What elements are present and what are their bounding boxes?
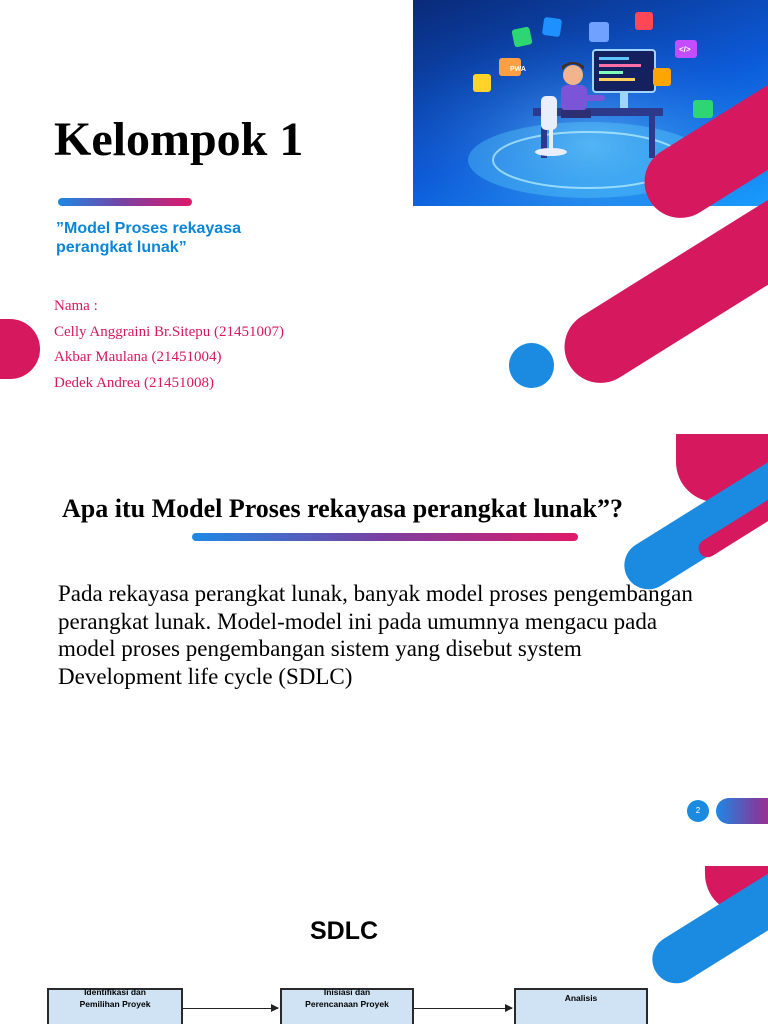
slide-title: SDLC xyxy=(310,917,379,945)
names-label: Nama : xyxy=(54,298,98,314)
slide-subtitle xyxy=(56,219,316,257)
member-name: Akbar Maulana (21451004) xyxy=(54,349,222,365)
page-number: 2 xyxy=(687,800,709,822)
decor-left-pink-pill xyxy=(0,319,40,379)
member-name: Celly Anggraini Br.Sitepu (21451007) xyxy=(54,323,284,340)
box-line: Inisiasi dan xyxy=(323,986,371,997)
code-badge: </> xyxy=(679,45,691,54)
body-text: Pada rekayasa perangkat lunak, banyak model proses pengembangan perangkat lunak. Model-model ini pada umumnya mengacu pada model proses pengembangan sistem yang disebut system Development life cycle (SDLC) xyxy=(58,581,693,689)
decor-blue-dot xyxy=(509,343,554,388)
box-line: Identifikasi dan xyxy=(84,986,146,997)
flow-arrow xyxy=(414,1008,512,1009)
subtitle-line-2: perangkat lunak” xyxy=(56,239,187,256)
slide-title: Kelompok 1 xyxy=(54,113,304,166)
flow-arrow xyxy=(183,1008,278,1009)
box-line: Perencanaan Proyek xyxy=(305,998,389,1009)
subtitle-line-1: ”Model Proses rekayasa xyxy=(56,220,241,237)
box-line: Analisis xyxy=(564,992,598,1003)
slide-3 xyxy=(0,862,768,1024)
title-underline-bar xyxy=(58,198,192,206)
sdlc-box-identifikasi xyxy=(47,988,183,1024)
decor-footer-pill xyxy=(716,798,768,824)
member-name: Dedek Andrea (21451008) xyxy=(54,374,214,391)
slide-2 xyxy=(0,434,768,844)
box-line: Pemilihan Proyek xyxy=(79,998,151,1009)
sdlc-box-analisis xyxy=(514,988,648,1024)
sdlc-box-inisiasi xyxy=(280,988,414,1024)
pwa-badge: PWA xyxy=(510,66,526,73)
slide-title: Apa itu Model Proses rekayasa perangkat lunak”? xyxy=(62,494,623,523)
member-list xyxy=(54,294,284,396)
slide-1 xyxy=(0,0,768,420)
title-underline-bar xyxy=(192,533,578,541)
